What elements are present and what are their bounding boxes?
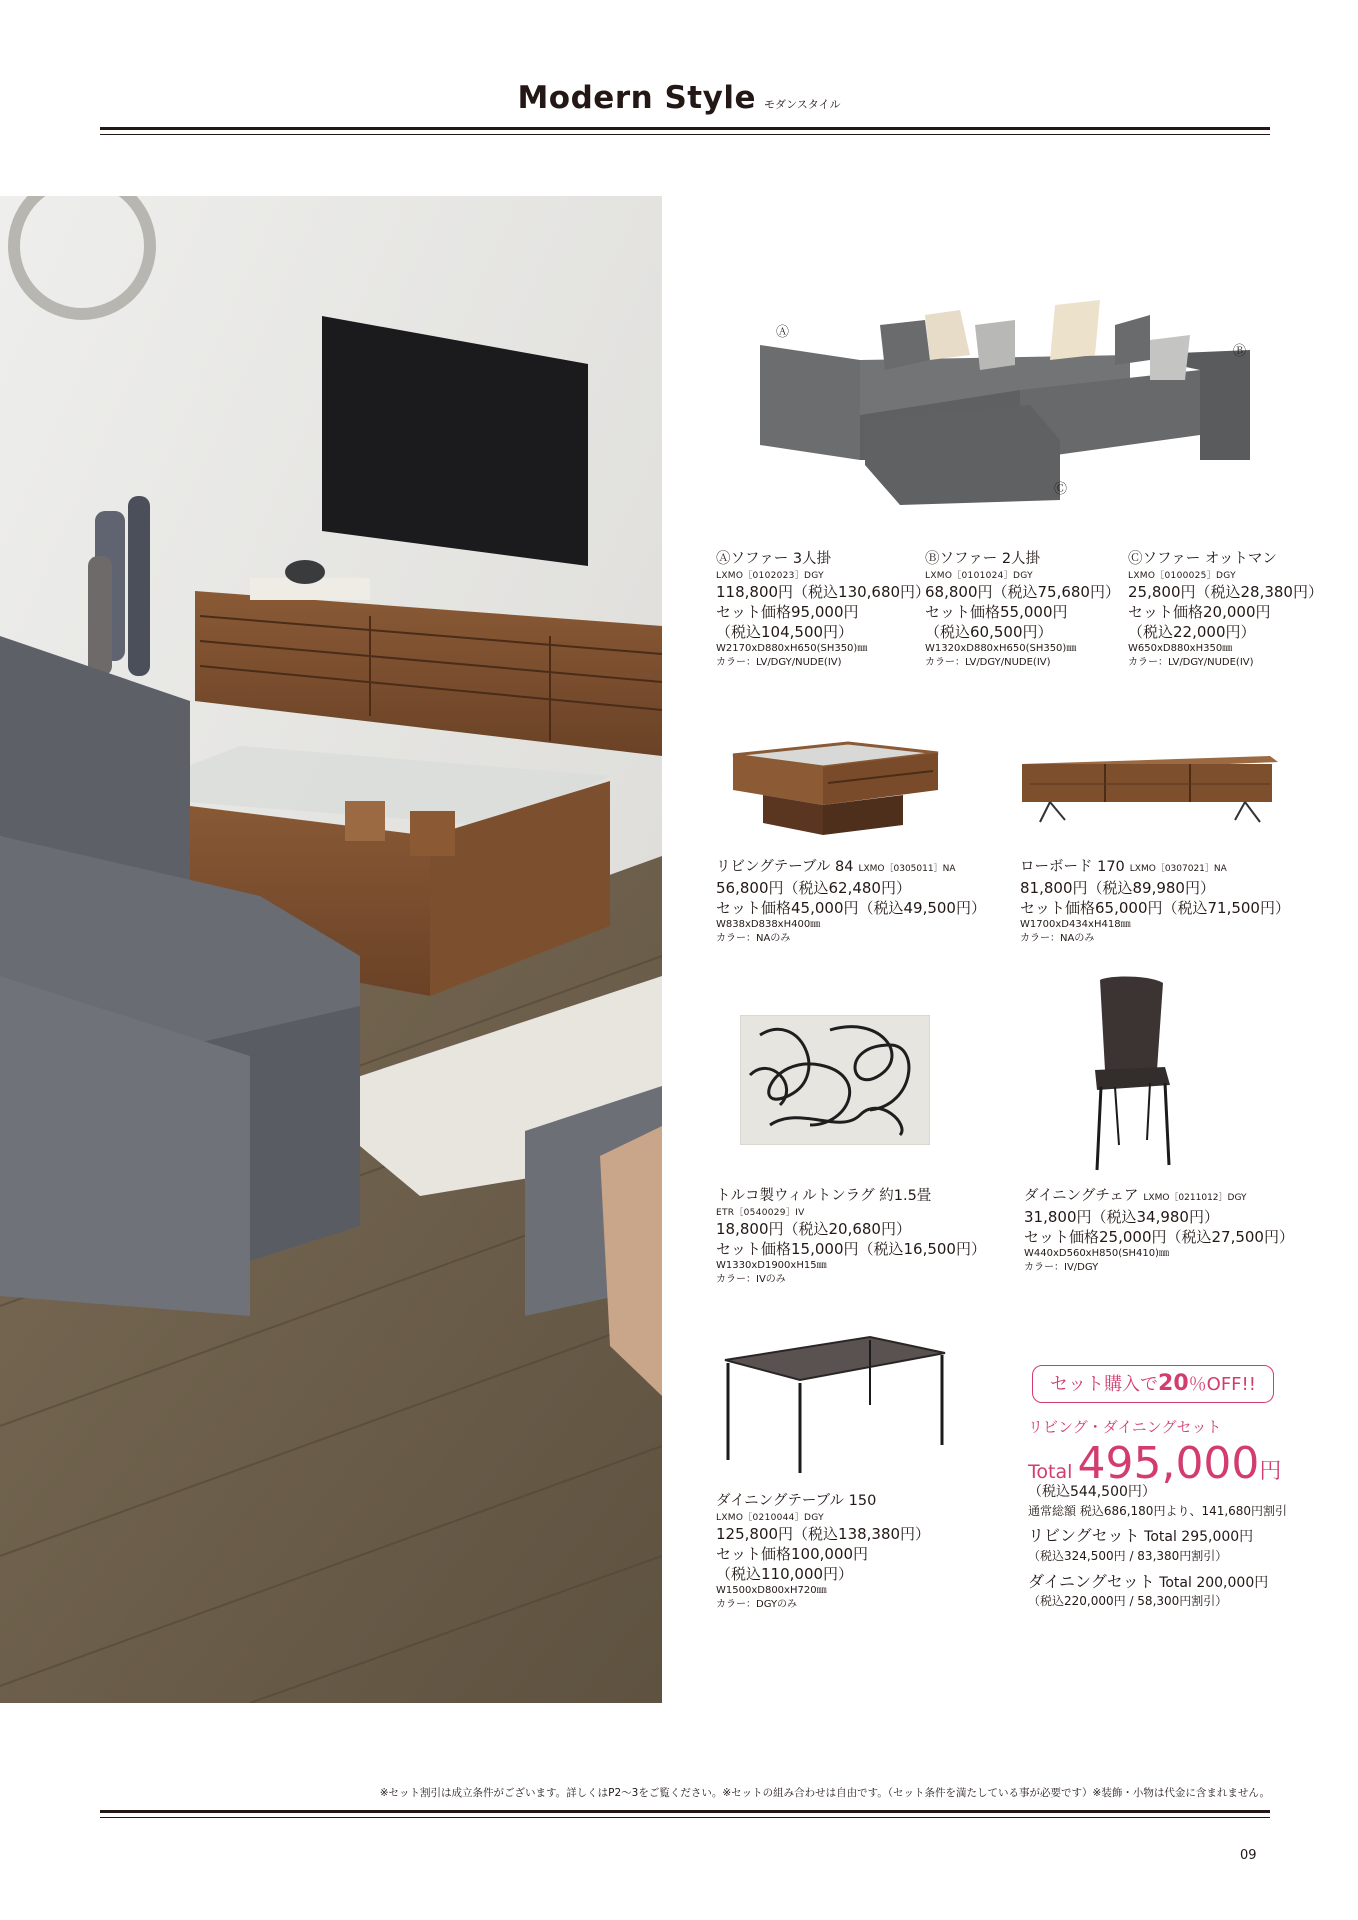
product-name: ダイニングチェア <box>1024 1188 1139 1204</box>
product-set-price: セット価格55,000円 <box>925 602 1068 621</box>
product-size: W1320xD880xH650(SH350)㎜ <box>925 643 1077 655</box>
footer-rule-thin <box>100 1817 1270 1818</box>
label-a: Ⓐ <box>776 325 790 340</box>
product-size: W1330xD1900xH15㎜ <box>716 1260 827 1272</box>
product-code: LXMO［0101024］DGY <box>925 570 1033 581</box>
product-code: ETR［0540029］IV <box>716 1207 805 1218</box>
product-color: カラー：NAのみ <box>716 932 791 944</box>
product-color: カラー：IV/DGY <box>1024 1261 1099 1273</box>
total-yen: 円 <box>1259 1459 1282 1484</box>
product-price: 31,800円（税込34,980円） <box>1024 1207 1219 1226</box>
product-color: カラー：LV/DGY/NUDE(IV) <box>1128 656 1254 668</box>
product-ottoman <box>1128 550 1323 669</box>
dining-set-total: Total 200,000円 <box>1159 1574 1269 1591</box>
page-title: Modern Style <box>517 80 756 116</box>
product-name: トルコ製ウィルトンラグ 約1.5畳 <box>716 1188 932 1204</box>
product-living-table <box>716 858 986 945</box>
product-name: Ⓐソファー 3人掛 <box>716 551 832 567</box>
living-set-label: リビングセット <box>1028 1526 1140 1546</box>
footer-rule-thick <box>100 1810 1270 1813</box>
product-name: ローボード 170 <box>1020 859 1125 875</box>
product-name: Ⓒソファー オットマン <box>1128 551 1277 567</box>
set-total <box>1028 1438 1281 1489</box>
product-set-tax: （税込60,500円） <box>925 623 1053 642</box>
product-chair <box>1024 1187 1294 1274</box>
product-code: LXMO［0211012］DGY <box>1143 1193 1247 1203</box>
page-subtitle: モダンスタイル <box>763 98 841 111</box>
product-price: 18,800円（税込20,680円） <box>716 1219 911 1238</box>
header-rule-thick <box>100 127 1270 130</box>
product-code: LXMO［0307021］NA <box>1129 864 1227 874</box>
dining-table-image <box>720 1335 950 1475</box>
product-set-tax: （税込104,500円） <box>716 623 854 642</box>
product-color: カラー：LV/DGY/NUDE(IV) <box>716 656 842 668</box>
product-price: 25,800円（税込28,380円） <box>1128 582 1323 601</box>
badge-text-pre: セット購入で <box>1050 1374 1159 1395</box>
label-b: Ⓑ <box>1233 344 1247 359</box>
product-code: LXMO［0210044］DGY <box>716 1512 824 1523</box>
product-name: リビングテーブル 84 <box>716 859 854 875</box>
product-set-price: セット価格15,000円（税込16,500円） <box>716 1239 986 1258</box>
set-title: リビング・ダイニングセット <box>1028 1418 1222 1436</box>
sofa-set-image <box>730 285 1255 510</box>
header-rule-thin <box>100 134 1270 135</box>
total-label: Total <box>1028 1461 1073 1483</box>
product-color: カラー：DGYのみ <box>716 1598 798 1610</box>
footnote: ※セット割引は成立条件がございます。詳しくはP2〜3をご覧ください。※セットの組み合わせは自由です。（セット条件を満たしている事が必要です）※装飾・小物は代金に含まれません。 <box>379 1787 1270 1799</box>
total-tax: （税込544,500円） <box>1028 1484 1156 1500</box>
product-set-price: セット価格65,000円（税込71,500円） <box>1020 898 1290 917</box>
living-set-tax: （税込324,500円 / 83,380円割引） <box>1028 1548 1228 1563</box>
living-room-illustration <box>0 196 662 1703</box>
product-price: 68,800円（税込75,680円） <box>925 582 1120 601</box>
product-sofa-a <box>716 550 930 669</box>
page-header <box>0 80 1358 116</box>
label-c: Ⓒ <box>1054 482 1068 497</box>
dining-set-tax: （税込220,000円 / 58,300円割引） <box>1028 1594 1228 1609</box>
product-code: LXMO［0100025］DGY <box>1128 570 1236 581</box>
living-table-image <box>728 735 943 845</box>
set-details <box>1028 1483 1287 1610</box>
product-rug <box>716 1187 986 1286</box>
regular-price-note: 通常総額 税込686,180円より、141,680円割引 <box>1028 1503 1288 1518</box>
product-code: LXMO［0102023］DGY <box>716 570 824 581</box>
product-price: 81,800円（税込89,980円） <box>1020 878 1215 897</box>
product-set-tax: （税込22,000円） <box>1128 623 1256 642</box>
product-size: W838xD838xH400㎜ <box>716 919 821 931</box>
product-set-tax: （税込110,000円） <box>716 1565 854 1584</box>
chair-image <box>1085 975 1175 1175</box>
product-lowboard <box>1020 858 1290 945</box>
product-price: 56,800円（税込62,480円） <box>716 878 911 897</box>
discount-badge <box>1032 1365 1274 1403</box>
rug-image <box>740 1015 930 1145</box>
badge-text-post: ％OFF!! <box>1188 1374 1256 1395</box>
product-set-price: セット価格95,000円 <box>716 602 859 621</box>
product-set-price: セット価格25,000円（税込27,500円） <box>1024 1227 1294 1246</box>
product-set-price: セット価格100,000円 <box>716 1544 869 1563</box>
product-size: W440xD560xH850(SH410)㎜ <box>1024 1248 1169 1260</box>
product-size: W650xD880xH350㎜ <box>1128 643 1233 655</box>
product-color: カラー：NAのみ <box>1020 932 1095 944</box>
product-price: 118,800円（税込130,680円） <box>716 582 931 601</box>
product-size: W1700xD434xH418㎜ <box>1020 919 1131 931</box>
sofa-set-illustration <box>730 285 1255 510</box>
product-size: W2170xD880xH650(SH350)㎜ <box>716 643 868 655</box>
product-dining-table <box>716 1492 930 1611</box>
dining-set-label: ダイニングセット <box>1028 1571 1155 1591</box>
product-size: W1500xD800xH720㎜ <box>716 1585 827 1597</box>
living-set-total: Total 295,000円 <box>1144 1529 1254 1546</box>
product-color: カラー：IVのみ <box>716 1273 786 1285</box>
product-name: ダイニングテーブル 150 <box>716 1493 877 1509</box>
product-set-price: セット価格20,000円 <box>1128 602 1271 621</box>
product-color: カラー：LV/DGY/NUDE(IV) <box>925 656 1051 668</box>
lowboard-image <box>1020 750 1280 825</box>
product-set-price: セット価格45,000円（税込49,500円） <box>716 898 986 917</box>
product-code: LXMO［0305011］NA <box>858 864 956 874</box>
product-sofa-b <box>925 550 1120 669</box>
badge-percent: 20 <box>1158 1371 1189 1396</box>
product-price: 125,800円（税込138,380円） <box>716 1524 931 1543</box>
page-number: 09 <box>1240 1848 1257 1863</box>
product-name: Ⓑソファー 2人掛 <box>925 551 1041 567</box>
total-value: 495,000 <box>1077 1438 1260 1489</box>
living-room-photo <box>0 196 662 1703</box>
